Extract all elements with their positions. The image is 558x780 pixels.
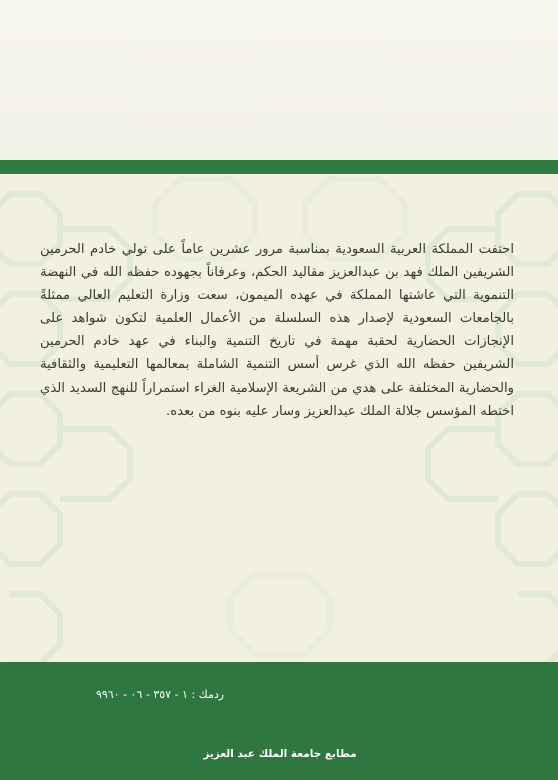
cover-top-area xyxy=(0,0,558,160)
top-green-band xyxy=(0,160,558,174)
body-paragraph: احتفت المملكة العربية السعودية بمناسبة مرور عشرين عاماً على تولي خادم الحرمين الشريفين الملك فهد بن عبدالعزيز مقاليد الحكم، وعرفاناً بجهوده حفظه الله في النهضة التنموية التي عاشتها المملكة في عهده الميمون، سعت وزارة التعليم العالي ممثلةً بالجامعات السعودية لإصدار هذه السلسلة من الأعمال العلمية لتكون شواهد على الإنجازات الحضارية لحقبة مهمة في تاريخ التنمية والبناء في عهد خادم الحرمين الشريفين حفظه الله الذي غرس أسس التنمية الشاملة بمعالمها التعليمية والثقافية والحضارية المختلفة على هدي من الشريعة الإسلامية الغراء استمراراً للنهج السديد الذي اختطه المؤسس جلالة الملك عبدالعزيز وسار عليه بنوه من بعده. xyxy=(40,242,514,419)
footer-band xyxy=(0,662,558,780)
isbn-number: ردمك : ١ - ٣٥٧ - ٠٦ - ٩٩٦٠ xyxy=(95,688,225,701)
printer-name: مطابع جامعة الملك عبد العزيز xyxy=(203,748,357,760)
